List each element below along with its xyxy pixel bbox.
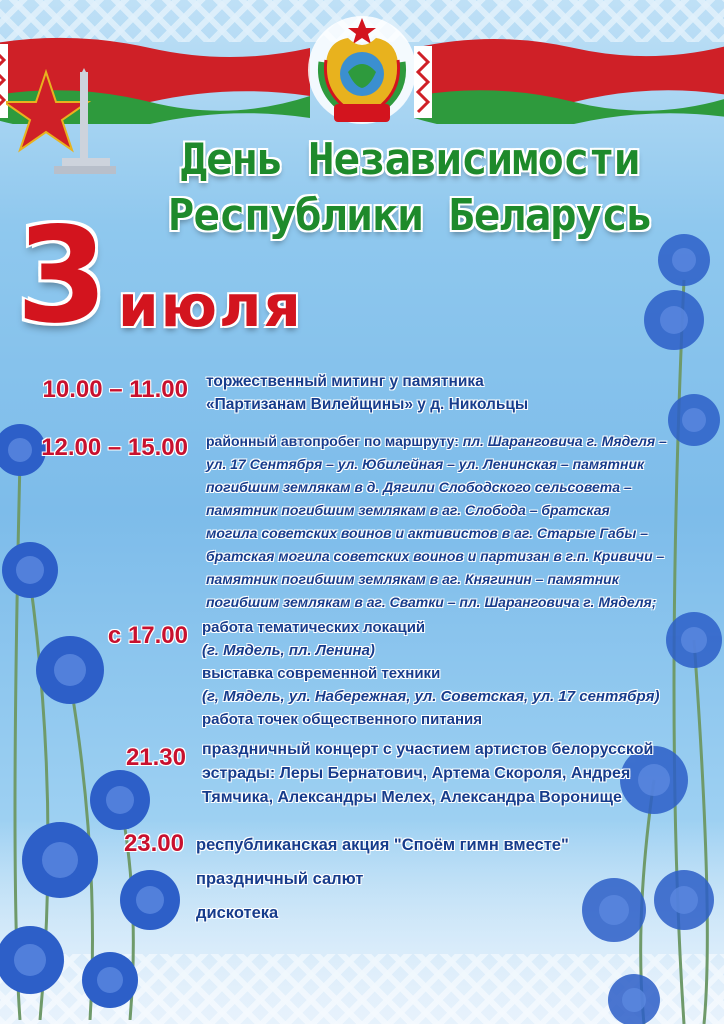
- schedule-line: праздничный салют: [196, 870, 364, 888]
- schedule-line: Тямчика, Александры Мелех, Александра Воронище: [202, 789, 622, 806]
- schedule-line: районный автопробег по маршруту:: [206, 433, 463, 449]
- belarus-emblem-icon: [304, 12, 420, 128]
- date-day: 3: [16, 199, 108, 353]
- schedule-time-2: 12.00 – 15.00: [41, 434, 188, 461]
- schedule-line: (г, Мядель, ул. Набережная, ул. Советская, ул. 17 сентября): [202, 688, 660, 705]
- schedule-line: эстрады: Леры Бернатович, Артема Скороля, Андрея: [202, 765, 631, 782]
- schedule-line: братская могила советских воинов и партизан в г.п. Кривичи –: [206, 548, 665, 564]
- schedule-line: работа тематических локаций: [202, 619, 426, 636]
- schedule-time-3: с 17.00: [107, 622, 188, 649]
- schedule-line: дискотека: [196, 904, 279, 922]
- schedule-line: могила советских воинов и активистов в аг. Старые Габы –: [206, 525, 648, 541]
- poster-title-line1: День Независимости: [180, 134, 640, 185]
- schedule-desc-1: [206, 370, 706, 416]
- schedule-line: памятник погибшим землякам в аг. Княгинин – памятник: [206, 571, 619, 587]
- schedule-time-4: 21.30: [125, 744, 186, 771]
- schedule-line: ул. 17 Сентября – ул. Юбилейная – ул. Ленинская – памятник: [206, 456, 645, 472]
- schedule-line: (г. Мядель, пл. Ленина): [202, 642, 375, 659]
- schedule-line: республиканская акция "Споём гимн вместе": [196, 836, 569, 854]
- flag-right-icon: [414, 34, 724, 124]
- schedule-line: памятник погибшим землякам в аг. Слобода – братская: [206, 502, 610, 518]
- schedule-line: торжественный митинг у памятника: [206, 373, 484, 390]
- schedule-line: погибшим землякам в д. Дягили Слободского сельсовета –: [206, 479, 632, 495]
- schedule-line: праздничный концерт с участием артистов белорусской: [202, 741, 654, 758]
- schedule-line: «Партизанам Вилейщины» у д. Никольцы: [206, 396, 529, 413]
- poster-title-line2: Республики Беларусь: [167, 190, 653, 241]
- date-month: июля: [118, 272, 303, 340]
- schedule-desc-3: [202, 616, 702, 731]
- schedule-time-1: 10.00 – 11.00: [42, 376, 188, 403]
- cornflowers-left-icon: [0, 380, 200, 1020]
- schedule-desc-4: [202, 738, 702, 810]
- schedule-line: работа точек общественного питания: [202, 711, 483, 728]
- schedule-line: погибшим землякам в аг. Сватки – пл. Шаранговича г. Мяделя;: [206, 594, 657, 610]
- schedule-line: пл. Шаранговича г. Мяделя –: [462, 433, 667, 449]
- schedule-desc-5: [196, 828, 696, 930]
- schedule-time-5: 23.00: [123, 830, 184, 857]
- schedule-line: выставка современной техники: [202, 665, 441, 682]
- schedule-desc-2: [206, 430, 716, 614]
